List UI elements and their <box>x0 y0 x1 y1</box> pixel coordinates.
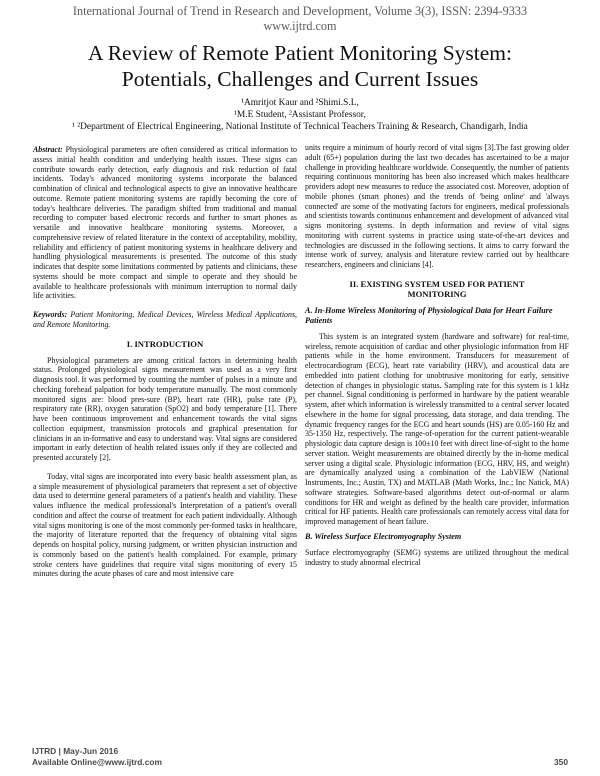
author-names: ¹Amritjot Kaur and ²Shimi.S.L, <box>241 98 359 108</box>
author-affiliation: ¹ ²Department of Electrical Engineering, National Institute of Technical Teachers Training & Research, Chandigarh, India <box>72 122 528 132</box>
title-line-1: A Review of Remote Patient Monitoring System: <box>88 41 512 65</box>
keywords-paragraph <box>33 310 297 330</box>
footer-availability: Available Online@www.ijtrd.com <box>32 757 162 767</box>
intro-paragraph-continued: units require a minimum of hourly record of vital signs [3].The fast growing older adult (65+) population during the last two decades has ascertained to be a major challenge in providing healthcare worldwide. Consequently, the number of patients requiring continuous monitoring has been also increased which makes healthcare providers adopt new measures to reduce the associated cost. Moreover, adoption of mobile phones (smart phones) and the trends of 'being online' and 'always connected' are some of the motivating factors for engineers, medical professionals and scientists towards continuous enhancement and development of advanced vital signs monitoring systems. In depth information and review of vital signs monitoring with current systems in practice using state-of-the-art devices and technologies are discussed in the following sections. It aims to carry forward the intense work of survey, analysis and literature review carried out by healthcare researchers, engineers and clinicians [4]. <box>305 143 569 269</box>
section-heading-line-1: II. EXISTING SYSTEM USED FOR PATIENT <box>349 278 525 289</box>
journal-url: www.ijtrd.com <box>263 19 337 33</box>
subsection-heading-a: A. In-Home Wireless Monitoring of Physiological Data for Heart Failure Patients <box>305 305 553 325</box>
footer-journal-issue: IJTRD | May-Jun 2016 <box>32 746 119 756</box>
left-column <box>33 145 297 579</box>
right-column <box>305 143 569 567</box>
title-line-2: Potentials, Challenges and Current Issues <box>121 67 479 91</box>
keywords-label: Keywords: <box>33 310 68 319</box>
section-heading-introduction: I. INTRODUCTION <box>126 338 204 349</box>
abstract-label: Abstract: <box>33 145 63 154</box>
intro-paragraph-1: Physiological parameters are among critical factors in determining health status. Prolonged physiological signs measurement was used as a very first diagnosis tool. It was performed by counting the number of pulses in a minute and checking forehead palpation for body temperature manually. The most commonly monitored signs are: blood pres-sure (BP), heart rate (HR), pulse rate (P), respiratory rate (RR), oxygen saturation (SpO2) and body temperature [1]. There have been continuous improvement and enhancement towards the vital signs collection equipment, transmission protocols and graphical presentation for clinicians in an in-formative and easy to understand way. Vital signs are considered important in early detection of health related issues only if they are collected and presented accurately [2]. <box>33 355 297 462</box>
section-heading-line-2: MONITORING <box>407 288 467 299</box>
journal-header <box>0 4 600 34</box>
abstract-paragraph <box>33 145 297 301</box>
subsection-heading-b: B. Wireless Surface Electromyography System <box>305 531 462 541</box>
intro-paragraph-2: Today, vital signs are incorporated into every basic health assessment plan, as a simple measurement of physiological parameters that represent a set of objective data used to determine general parameters of a patient's health and viability. These values influence the medical professional's Interpretation of a patient's overall condition and affect the course of treatment for each patient individually. Although vital signs monitoring is one of the most commonly per-formed tasks in healthcare, the majority of literature reported that the frequency of obtaining vital signs depends on hospital policy, nursing judgment, or written physician instruction and is commonly based on the patient's health complained. For example, primary stroke centers have guidelines that require vital signs monitoring of every 15 minutes during the acute phases of care and most intensive care <box>33 471 297 579</box>
abstract-text: Physiological parameters are often considered as critical information to assess initial health condition and underlying health issues. These signs can contribute towards early detection, early diagnosis and risk reduction of fatal incidents. Today's advanced monitoring systems incorporate the balanced combination of clinical and technological aspects to give an innovative healthcare outcome. Remote patient monitoring systems are rapidly becoming the core of today's healthcare deliveries. The paradigm shifted from traditional and manual recording to computer based electronic records and further to smart phones as versatile and innovative healthcare monitoring systems. Moreover, a comprehensive review of related literature in the context of acceptability, mobility, reliability and efficiency of patient monitoring systems in healthcare delivery and handling physiological measurements is presented. The outcome of this study indicates that despite some limitations commented by patients and clinicians, these systems should be more compact and simple to operate and they should be available to healthcare professionals with minimum interruption to normal daily life activities. <box>33 145 297 301</box>
keywords-text: Patient Monitoring, Medical Devices, Wireless Medical Applications, and Remote Monitoring. <box>33 310 297 329</box>
author-block <box>10 97 590 133</box>
subsection-b-paragraph: Surface electromyography (SEMG) systems are utilized throughout the medical industry to study abnormal electrical <box>305 547 569 567</box>
journal-citation-line: International Journal of Trend in Research and Development, Volume 3(3), ISSN: 2394-9333 <box>72 4 528 18</box>
section-heading-existing-systems <box>305 279 569 299</box>
subsection-a-paragraph: This system is an integrated system (hardware and software) for real-time, wireless, remote acquisition of cardiac and other physiologic information from HF patients while in the home environment. Transducers for measurement of electrocardiogram (ECG), heart rate variability (HRV), and acoustical data are embedded into patient clothing for unobtrusive monitoring for early, sensitive detection of changes in physiologic status. Sampling rate for this system is 1 kHz per channel. Signal conditioning is performed in hardware by the patient wearable system, after which information is wirelessly transmitted to a central server located elsewhere in the home for signal processing, data storage, and data trending. The dynamic frequency ranges for the ECG and heart sounds (HS) are 0.05-160 Hz and 35-1350 Hz, respectively. The range-of-operation for the current patient-wearable physiologic data capture design is 100±10 feet with direct line-of-sight to the home server station. Weight measurements are obtained directly by the in-home medical server using a digital scale. Physiologic information (ECG, HRV, HS, and weight) are dynamically analyzed using a combination of the LabVIEW (National Instruments, Inc.; Austin, TX) and MATLAB (Math Works, Inc.; Inc Natick, MA) software strategies. Software-based algorithms detect out-of-normal or alarm conditions for HR and weight as defined by the health care provider, information critical for HF patients. Health care professionals can remotely access vital data for improved management of heart failure. <box>305 331 569 526</box>
page-number: 350 <box>554 757 568 767</box>
paper-title <box>20 40 580 92</box>
page-footer <box>32 746 568 768</box>
author-roles: ¹M.E Student, ²Assistant Professor, <box>234 110 366 120</box>
